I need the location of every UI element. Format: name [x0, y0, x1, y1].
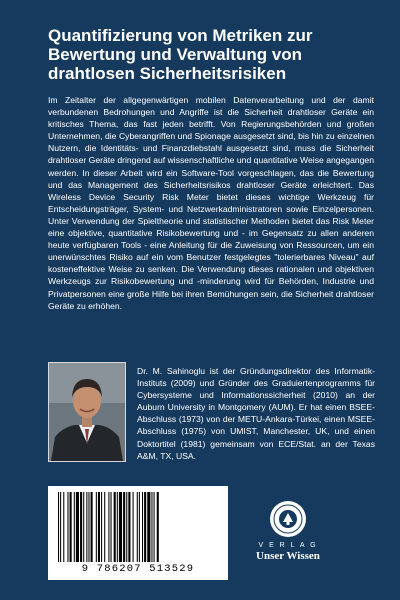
barcode-bar — [133, 492, 134, 562]
barcode-bar — [96, 492, 97, 562]
barcode-bar — [128, 492, 130, 562]
barcode-bar — [58, 492, 59, 562]
barcode-bar — [74, 492, 75, 562]
barcode-bar — [137, 492, 138, 562]
author-biography: Dr. M. Sahinoglu ist der Gründungsdirektor des Informatik-Instituts (2009) und Gründer des Graduiertenprogramms für Cybersysteme und Informationssicherheit (2010) an der Auburn University in Montgomery (AUM). Er hat einen BSEE-Abschluss (1973) von der METU-Ankara-Türkei, einen MSEE-Abschluss (1975) von UMIST, Manchester, UK, und einen Doktortitel (1981) gemeinsam von ECE/Stat. an der Texas A&M, TX, USA. — [137, 366, 375, 461]
barcode-bar — [139, 492, 140, 562]
barcode-bar — [108, 492, 109, 562]
barcode-bar — [157, 492, 159, 562]
publisher-name: Unser Wissen — [256, 550, 320, 562]
barcode-bar — [60, 492, 61, 562]
barcode-bar — [86, 492, 87, 562]
barcode-bar — [88, 492, 89, 562]
isbn-number: 9 786207 513529 — [81, 563, 195, 575]
barcode-bar — [91, 492, 93, 562]
barcode-bar — [63, 492, 64, 562]
publisher-logo — [246, 500, 330, 562]
barcode-bar — [147, 492, 150, 562]
barcode-bar — [76, 492, 79, 562]
barcode-bars — [56, 492, 220, 562]
barcode-bar — [114, 492, 116, 562]
barcode-bar — [104, 492, 105, 562]
barcode-bar — [151, 492, 152, 562]
barcode-bar — [117, 492, 118, 562]
barcode-bar — [80, 492, 82, 562]
barcode-bar — [67, 492, 68, 562]
book-description: Im Zeitalter der allgegenwärtigen mobilen Datenverarbeitung und der damit verbundenen Bedrohungen und Angriffe ist die Sicherheit drahtloser Geräte ein kritisches Thema, das fast jeden betrifft. Von Regierungsbehörden und großen Unternehmen, die Cyberangriffen und Spionage ausgesetzt sind, bis hin zu einzelnen Nutzern, die Identitäts- und Finanzdiebstahl ausgesetzt sind, muss die Sicherheit drahtloser Geräte dringend auf wissenschaftliche und quantitative Weise angegangen werden. In dieser Arbeit wird ein Software-Tool vorgeschlagen, das die Bewertung und das Management des Sicherheitsrisikos drahtloser Geräte erleichtert. Das Wireless Device Security Risk Meter bietet dieses wichtige Werkzeug für Entscheidungsträger, System- und Netzwerkadministratoren sowie Einzelpersonen. Unter Verwendung der Spieltheorie und statistischer Methoden bietet das Risk Meter eine objektive, quantitative Risikobewertung und - im Gegensatz zu allen anderen heute verfügbaren Tools - eine Anleitung für die Zuweisung von Ressourcen, um ein unerwünschtes Risiko auf ein vom Benutzer festgelegtes "tolerierbares Niveau" auf kosteneffektive Weise zu senken. Die Verwendung dieses rationalen und objektiven Werkzeugs zur Risikobewertung und -minderung wird für Behörden, Industrie und Privatpersonen eine große Hilfe bei ihren Bemühungen sein, die Sicherheit drahtloser Geräte zu erhöhen. — [48, 95, 374, 311]
book-title: Quantifizierung von Metriken zur Bewertung und Verwaltung von drahtlosen Sicherheitsrisiken — [48, 26, 313, 83]
isbn-barcode — [48, 486, 228, 580]
author-photo — [48, 362, 126, 462]
barcode-bar — [101, 492, 102, 562]
publisher-emblem-icon — [269, 500, 307, 538]
barcode-bar — [144, 492, 146, 562]
barcode-bar — [154, 492, 155, 562]
verlag-label: V E R L A G — [258, 542, 318, 549]
barcode-bar — [98, 492, 100, 562]
barcode-bar — [126, 492, 127, 562]
barcode-bar — [142, 492, 143, 562]
barcode-bar — [123, 492, 125, 562]
barcode-bar — [111, 492, 112, 562]
barcode-bar — [83, 492, 84, 562]
barcode-bar — [119, 492, 122, 562]
barcode-bar — [70, 492, 72, 562]
